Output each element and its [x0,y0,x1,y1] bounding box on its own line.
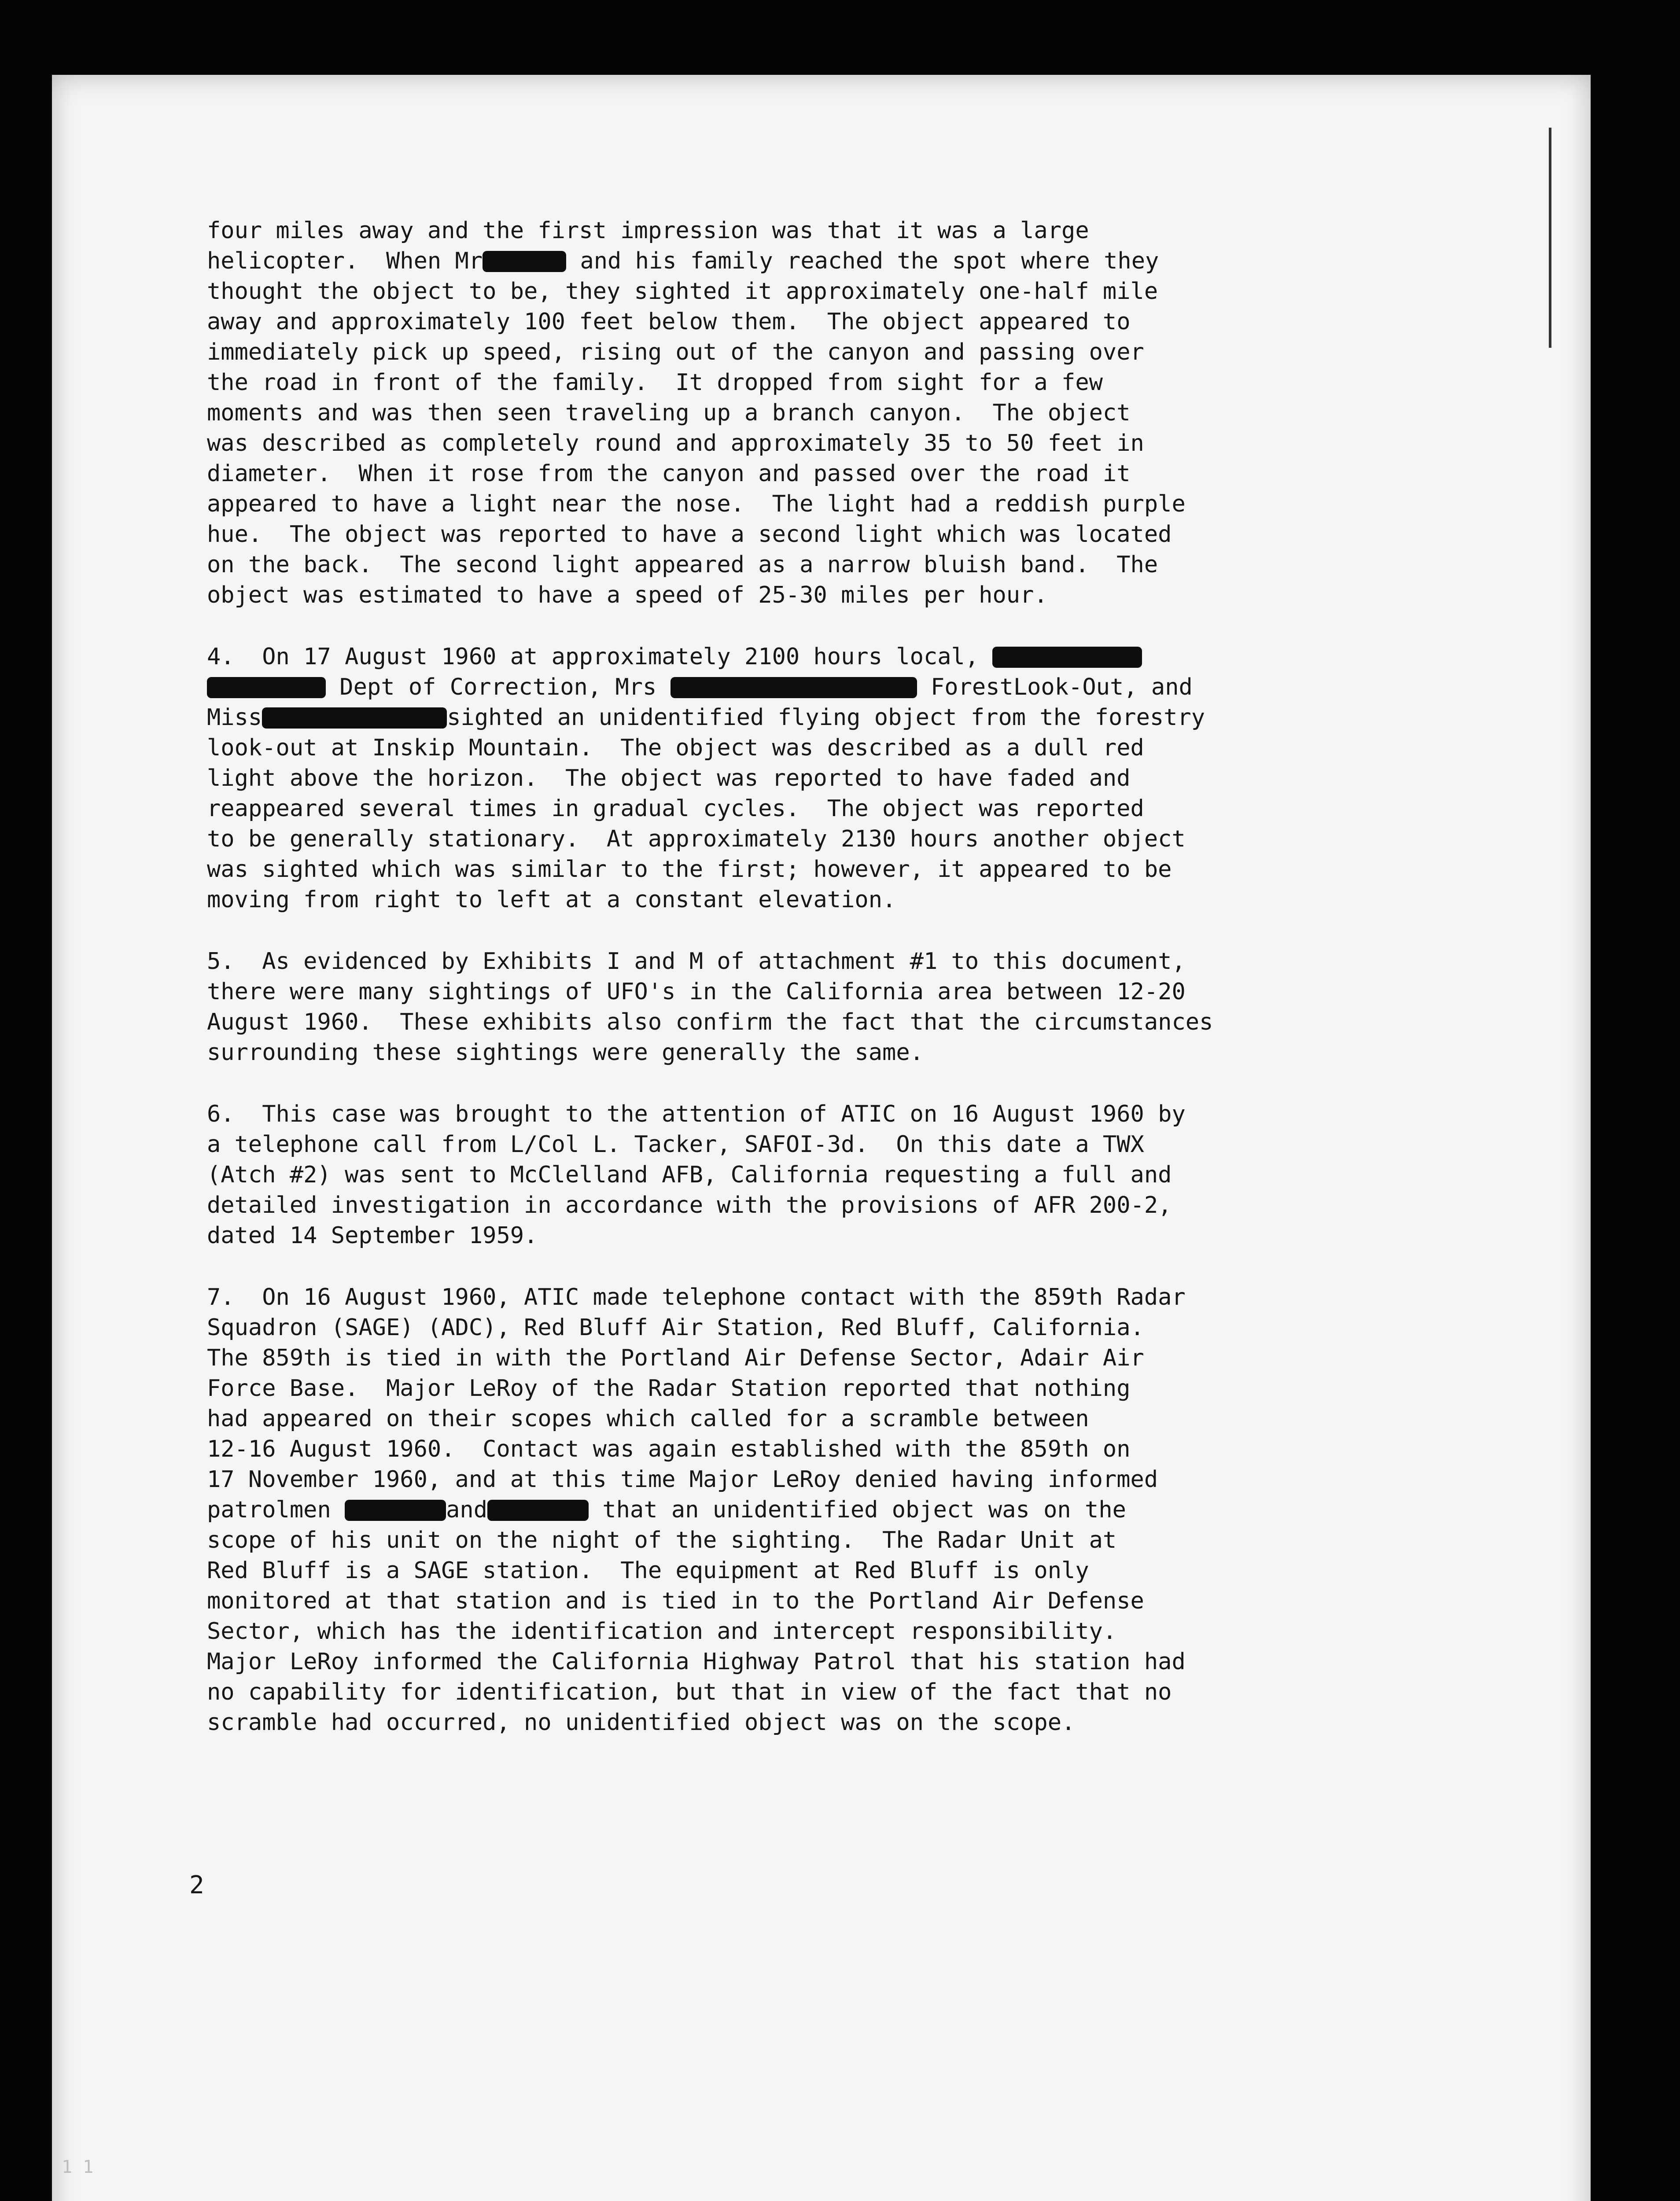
text-segment: 7. On 16 August 1960, ATIC made telephone contact with the 859th Radar [207,1284,1186,1310]
text-segment: there were many sightings of UFO's in the California area between 12-20 [207,979,1186,1005]
text-segment: 4. On 17 August 1960 at approximately 2100 hours local, [207,644,993,670]
text-segment: Major LeRoy informed the California Highway Patrol that his station had [207,1649,1186,1675]
text-segment: monitored at that station and is tied in to the Portland Air Defense [207,1588,1144,1614]
text-segment: hue. The object was reported to have a second light which was located [207,521,1172,548]
text-segment: ForestLook-Out, and [917,674,1193,700]
text-line [207,794,1418,824]
redaction-block [487,1500,589,1521]
text-segment: that an unidentified object was on the [589,1497,1126,1523]
text-segment: Miss [207,704,262,731]
text-line [207,1373,1418,1404]
margin-mark: 1 1 [62,2157,94,2177]
text-segment: Dept of Correction, Mrs [326,674,671,700]
text-segment: detailed investigation in accordance with the provisions of AFR 200-2, [207,1192,1172,1218]
text-line [207,307,1418,337]
text-segment: 6. This case was brought to the attention of ATIC on 16 August 1960 by [207,1101,1186,1127]
text-line [207,459,1418,489]
text-line [207,1282,1418,1313]
text-line [207,1190,1418,1221]
text-segment: surrounding these sightings were generally the same. [207,1039,924,1066]
text-line [207,216,1418,246]
text-line [207,1343,1418,1373]
text-segment: Sector, which has the identification and intercept responsibility. [207,1618,1117,1645]
paragraph [207,946,1418,1068]
document-body [207,216,1418,1769]
text-line [207,1099,1418,1130]
redaction-block [207,677,326,698]
text-line [207,672,1418,703]
text-segment: appeared to have a light near the nose. The light had a reddish purple [207,491,1186,517]
redaction-block [671,677,917,698]
page-number: 2 [189,1871,204,1899]
text-segment: away and approximately 100 feet below them. The object appeared to [207,309,1131,335]
text-line [207,642,1418,672]
text-line [207,1647,1418,1677]
text-segment: the road in front of the family. It dropped from sight for a few [207,369,1103,396]
text-segment: object was estimated to have a speed of 25-30 miles per hour. [207,582,1048,608]
text-segment: light above the horizon. The object was reported to have faded and [207,765,1131,791]
text-line [207,763,1418,794]
text-line [207,519,1418,550]
text-line [207,1404,1418,1434]
text-segment: had appeared on their scopes which called for a scramble between [207,1406,1089,1432]
text-segment: Force Base. Major LeRoy of the Radar Station reported that nothing [207,1375,1131,1402]
text-line [207,733,1418,763]
redaction-block [483,251,566,272]
text-line [207,1007,1418,1038]
text-line [207,1677,1418,1708]
text-segment: and [446,1497,487,1523]
text-segment: scramble had occurred, no unidentified object was on the scope. [207,1709,1076,1736]
text-line [207,276,1418,307]
text-segment: on the back. The second light appeared as a narrow bluish band. The [207,552,1158,578]
text-line [207,1313,1418,1343]
text-segment: moments and was then seen traveling up a branch canyon. The object [207,400,1131,426]
binding-mark [1549,128,1551,348]
redaction-block [262,707,447,729]
text-segment: immediately pick up speed, rising out of the canyon and passing over [207,339,1144,365]
text-line [207,1130,1418,1160]
text-segment: to be generally stationary. At approximately 2130 hours another object [207,826,1186,852]
text-line [207,824,1418,854]
text-line [207,398,1418,428]
text-segment: was described as completely round and approximately 35 to 50 feet in [207,430,1144,456]
text-line [207,1434,1418,1465]
text-line [207,1525,1418,1556]
paragraph [207,1099,1418,1251]
text-line [207,1586,1418,1616]
text-line [207,703,1418,733]
text-line [207,428,1418,459]
text-segment: 17 November 1960, and at this time Major LeRoy denied having informed [207,1466,1158,1493]
text-line [207,854,1418,885]
redaction-block [992,647,1142,668]
paragraph [207,1282,1418,1738]
text-segment: (Atch #2) was sent to McClelland AFB, California requesting a full and [207,1162,1172,1188]
text-line [207,1465,1418,1495]
text-line [207,1038,1418,1068]
text-segment: four miles away and the first impression was that it was a large [207,217,1089,244]
text-segment: dated 14 September 1959. [207,1222,538,1249]
text-segment: diameter. When it rose from the canyon and passed over the road it [207,460,1131,487]
text-line [207,246,1418,276]
text-segment: sighted an unidentified flying object from the forestry [447,704,1205,731]
text-line [207,550,1418,580]
text-segment: thought the object to be, they sighted it approximately one-half mile [207,278,1158,305]
text-line [207,977,1418,1007]
text-line [207,1556,1418,1586]
text-line [207,885,1418,915]
text-segment: was sighted which was similar to the first; however, it appeared to be [207,856,1172,883]
text-segment: helicopter. When Mr [207,248,483,274]
redaction-block [345,1500,446,1521]
text-segment: reappeared several times in gradual cycles. The object was reported [207,795,1144,822]
text-line [207,1495,1418,1525]
text-line [207,337,1418,368]
text-line [207,1708,1418,1738]
text-segment: a telephone call from L/Col L. Tacker, SAFOI-3d. On this date a TWX [207,1131,1144,1158]
text-segment: 12-16 August 1960. Contact was again established with the 859th on [207,1436,1131,1462]
text-line [207,580,1418,611]
text-line [207,368,1418,398]
text-segment: Red Bluff is a SAGE station. The equipment at Red Bluff is only [207,1557,1089,1584]
text-segment: moving from right to left at a constant elevation. [207,887,896,913]
text-line [207,1221,1418,1251]
text-line [207,946,1418,977]
text-segment: look-out at Inskip Mountain. The object was described as a dull red [207,735,1144,761]
text-segment: The 859th is tied in with the Portland Air Defense Sector, Adair Air [207,1345,1144,1371]
text-line [207,489,1418,519]
text-segment: and his family reached the spot where they [566,248,1159,274]
text-segment: scope of his unit on the night of the sighting. The Radar Unit at [207,1527,1117,1553]
text-segment: August 1960. These exhibits also confirm the fact that the circumstances [207,1009,1213,1035]
text-segment: 5. As evidenced by Exhibits I and M of attachment #1 to this document, [207,948,1186,975]
text-line [207,1616,1418,1647]
text-segment: Squadron (SAGE) (ADC), Red Bluff Air Station, Red Bluff, California. [207,1314,1144,1341]
paragraph [207,642,1418,915]
paragraph [207,216,1418,611]
text-segment: no capability for identification, but that in view of the fact that no [207,1679,1172,1705]
text-segment: patrolmen [207,1497,345,1523]
text-line [207,1160,1418,1190]
